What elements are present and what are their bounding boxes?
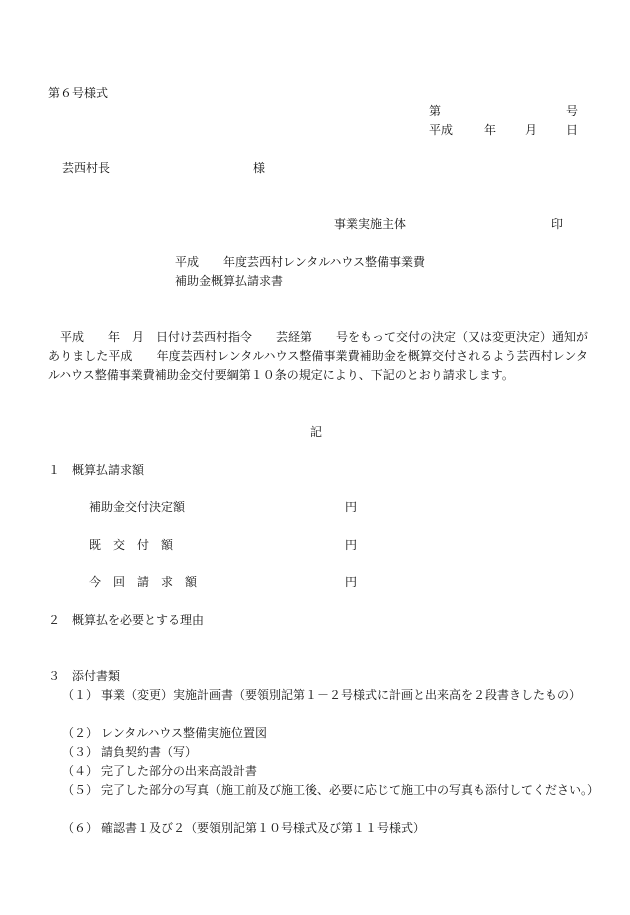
document-title-line1: 平成 年度芸西村レンタルハウス整備事業費 [175,255,426,269]
attachment-text: 請負契約書（写） [101,745,198,759]
amount-label-paid: 既 交 付 額 [89,538,174,552]
section2-heading: ２ 概算払を必要とする理由 [48,613,205,627]
section3-heading: ３ 添付書類 [48,669,121,683]
doc-number-suffix: 号 [566,104,579,118]
section1-heading: １ 概算払請求額 [48,463,145,477]
amount-unit-current: 円 [345,575,358,589]
attachment-number: （３） [62,745,99,759]
attachment-text: 事業（変更）実施計画書（要領別記第１－２号様式に計画と出来高を２段書きしたもの） [101,688,582,702]
amount-unit-paid: 円 [345,538,358,552]
attachment-text: 完了した部分の出来高設計書 [101,764,258,778]
attachment-text: レンタルハウス整備実施位置図 [101,726,268,740]
attachment-text: 完了した部分の写真（施工前及び施工後、必要に応じて施工中の写真も添付してください。） [101,783,600,797]
date-era: 平成 [429,123,454,137]
attachment-number: （４） [62,764,99,778]
document-title-line2: 補助金概算払請求書 [175,274,284,288]
amount-unit-decision: 円 [345,500,358,514]
form-number: 第６号様式 [48,86,109,100]
amount-label-current: 今 回 請 求 額 [89,575,198,589]
date-month: 月 [525,123,538,137]
doc-number-prefix: 第 [429,104,442,118]
amount-label-decision: 補助金交付決定額 [89,500,186,514]
body-paragraph: 平成 年 月 日付け芸西村指令 芸経第 号をもって交付の決定（又は変更決定）通知がありました平成 年度芸西村レンタルハウス整備事業費補助金を概算交付されるよう芸西村レンタルハウス整備事業費補助金交付要綱第１０条の規定により、下記のとおり請求します。 [48,330,589,382]
recipient-honorific: 様 [253,161,266,175]
ki-heading: 記 [310,425,323,439]
date-day: 日 [566,123,579,137]
date-year: 年 [484,123,497,137]
attachment-number: （２） [62,726,99,740]
attachment-number: （６） [62,821,99,835]
attachment-text: 確認書１及び２（要領別記第１０号様式及び第１１号様式） [101,821,426,835]
seal-mark: 印 [551,217,564,231]
attachment-number: （１） [62,688,99,702]
applicant-label: 事業実施主体 [334,217,407,231]
recipient-name: 芸西村長 [62,161,111,175]
attachment-number: （５） [62,783,99,797]
